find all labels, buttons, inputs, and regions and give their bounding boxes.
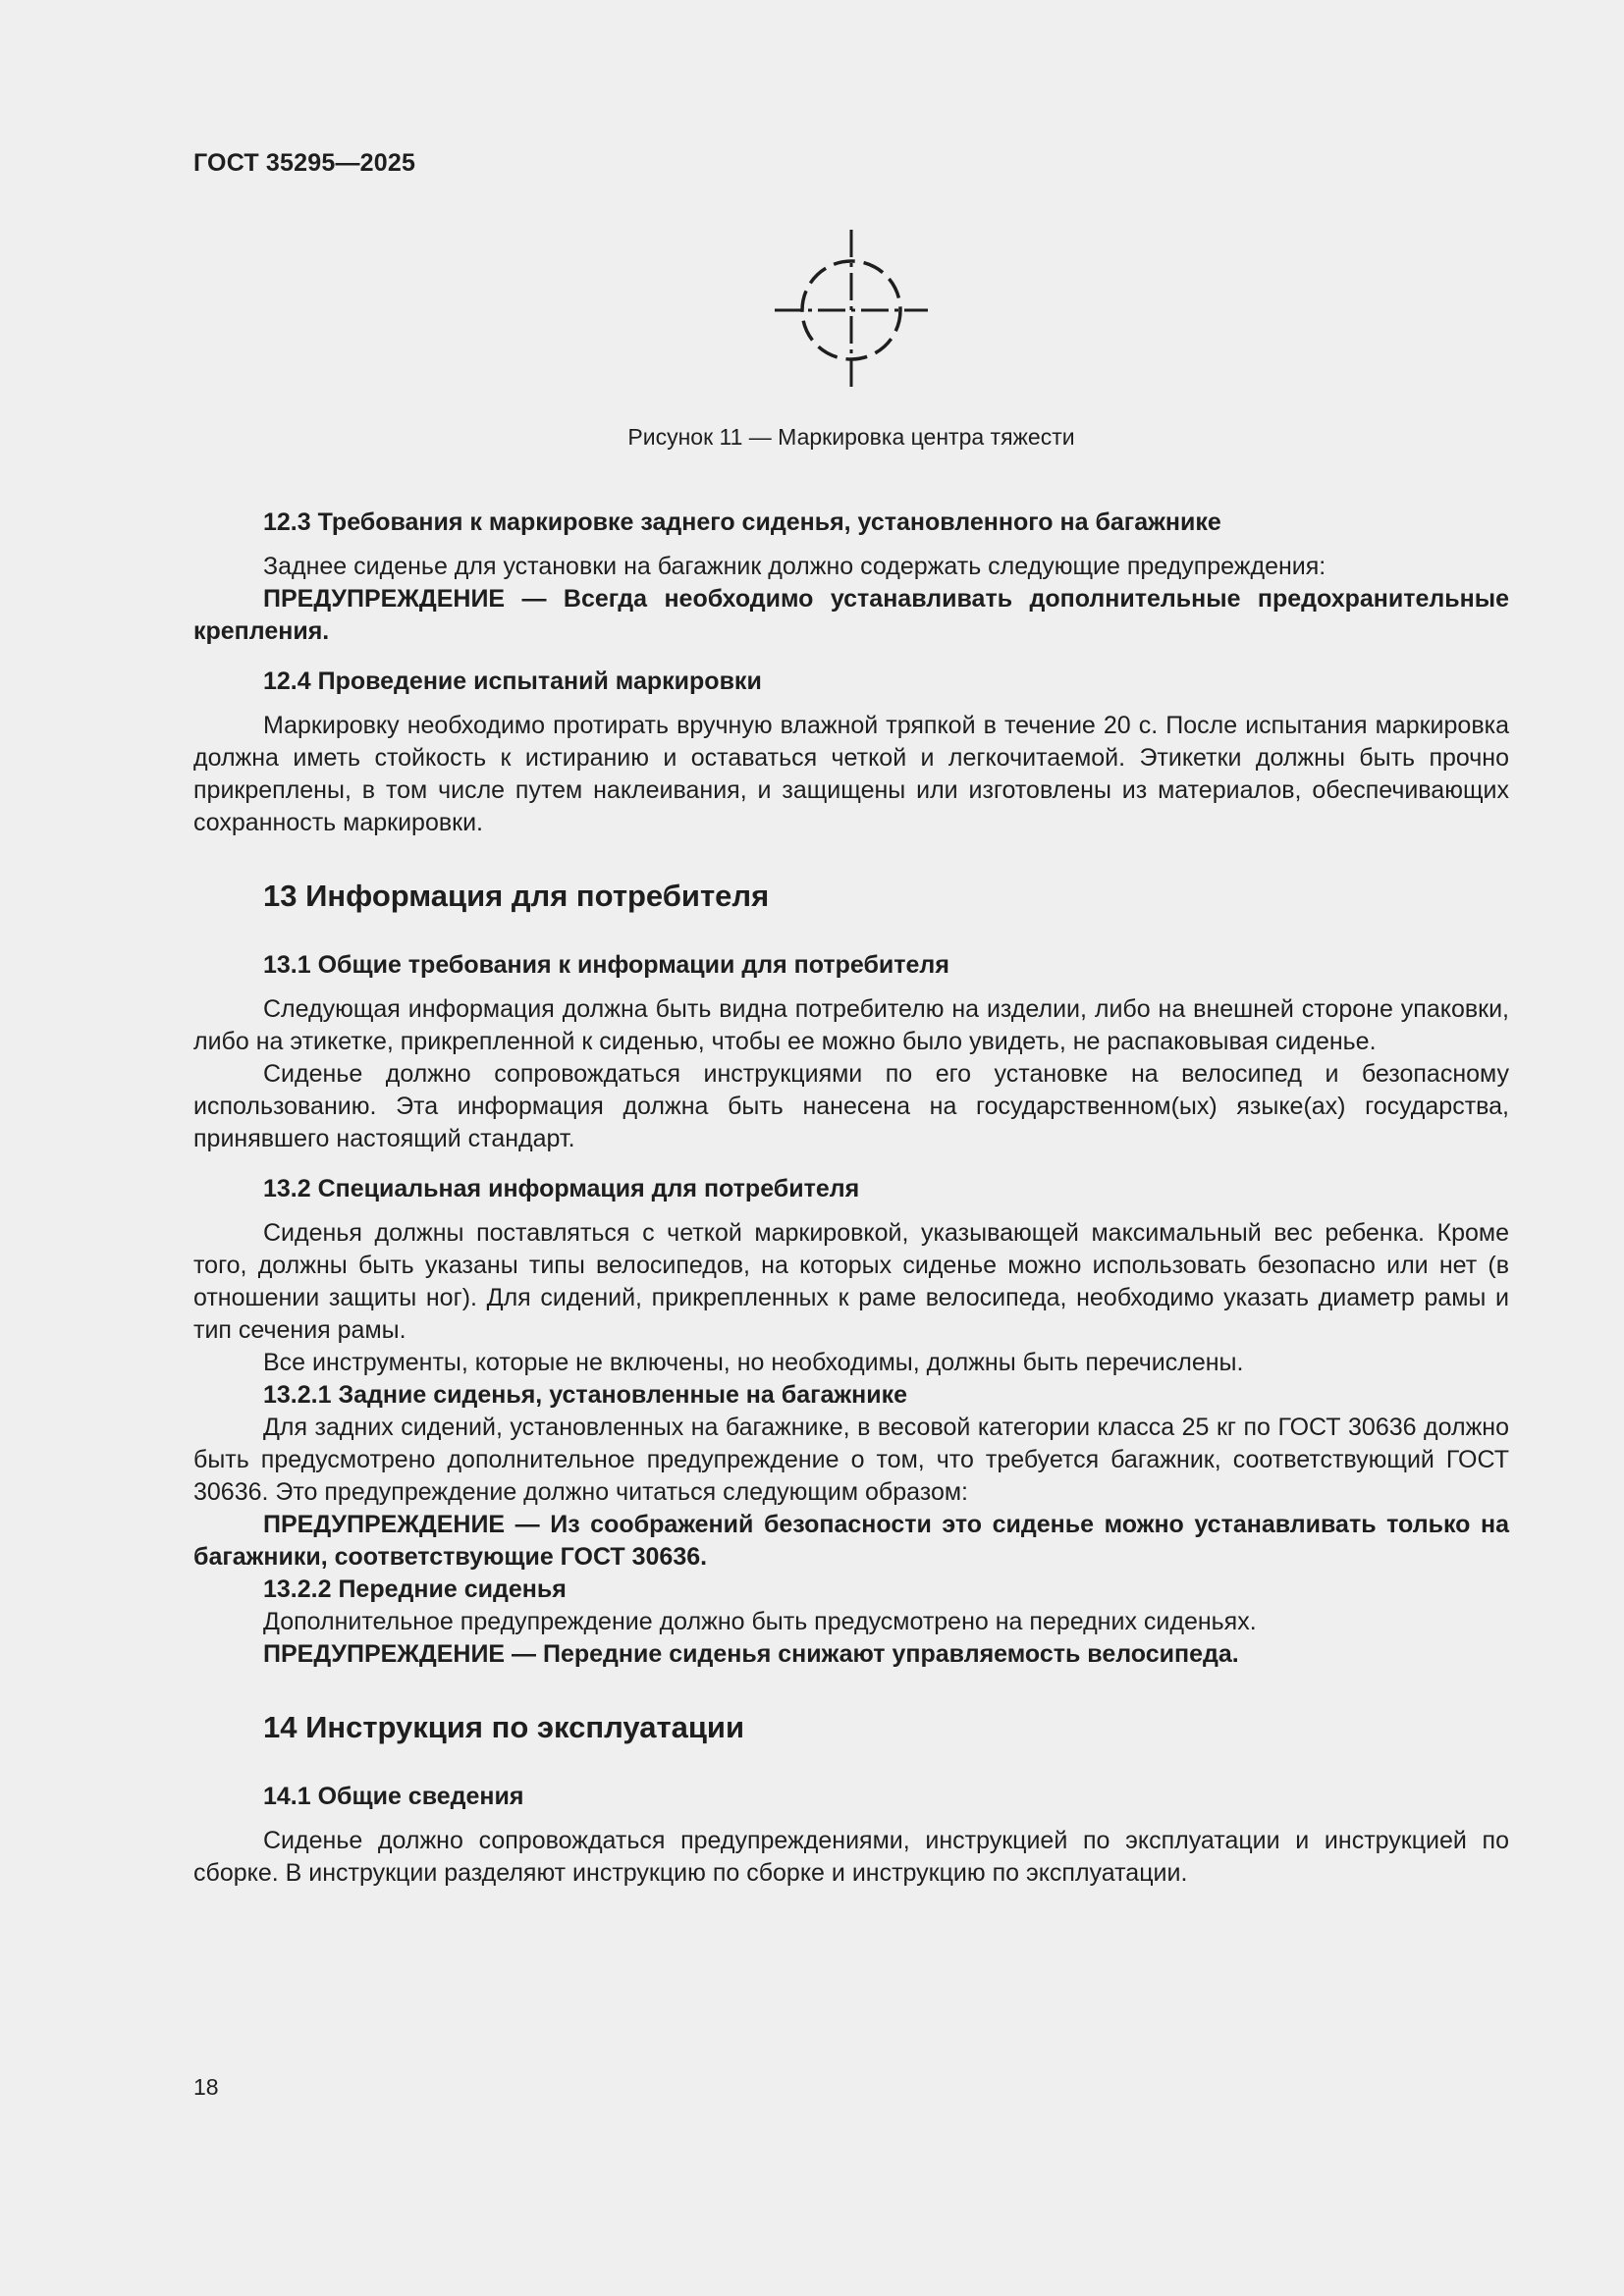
- section-13-1-paragraph-2: Сиденье должно сопровождаться инструкциями по его установке на велосипед и безопасному использованию. Эта информация должна быть нанесена на государственном(ых) языке(ах) государства, принявшего настоящий стандарт.: [193, 1060, 1509, 1152]
- section-12-3-warning: ПРЕДУПРЕЖДЕНИЕ — Всегда необходимо устанавливать дополнительные предохранительные крепления.: [193, 585, 1509, 645]
- page-number: 18: [193, 2074, 219, 2100]
- section-13-1-paragraph-1: Следующая информация должна быть видна потребителю на изделии, либо на внешней стороне упаковки, либо на этикетке, прикрепленной к сиденью, чтобы ее можно было увидеть, не распаковывая сиденье.: [193, 995, 1509, 1055]
- section-13-2-1-paragraph: Для задних сидений, установленных на багажнике, в весовой категории класса 25 кг по ГОСТ 30636 должно быть предусмотрено дополнительное предупреждение о том, что требуется багажник, соответствующий ГОСТ 30636. Это предупреждение должно читаться следующим образом:: [193, 1414, 1509, 1506]
- document-page: [193, 0, 1509, 2296]
- document-body: [193, 507, 1509, 1890]
- section-14-1-heading: 14.1 Общие сведения: [263, 1783, 524, 1810]
- section-13-2-1-warning: ПРЕДУПРЕЖДЕНИЕ — Из соображений безопасности это сиденье можно устанавливать только на багажники, соответствующие ГОСТ 30636.: [193, 1511, 1509, 1571]
- section-12-3-heading: 12.3 Требования к маркировке заднего сиденья, установленного на багажнике: [263, 508, 1221, 536]
- section-13-2-1-heading: 13.2.1 Задние сиденья, установленные на багажнике: [263, 1381, 908, 1409]
- section-13-2-heading: 13.2 Специальная информация для потребителя: [263, 1175, 860, 1202]
- document-identifier: ГОСТ 35295—2025: [193, 149, 416, 177]
- section-13-heading: 13 Информация для потребителя: [263, 879, 770, 913]
- section-13-1-heading: 13.1 Общие требования к информации для потребителя: [263, 951, 949, 979]
- section-13-2-2-paragraph: Дополнительное предупреждение должно быть предусмотрено на передних сиденьях.: [263, 1608, 1257, 1635]
- figure-caption: Рисунок 11 — Маркировка центра тяжести: [627, 424, 1075, 450]
- section-14-heading: 14 Инструкция по эксплуатации: [263, 1710, 745, 1744]
- section-14-1-paragraph: Сиденье должно сопровождаться предупреждениями, инструкцией по эксплуатации и инструкцией по сборке. В инструкции разделяют инструкцию по сборке и инструкцию по эксплуатации.: [193, 1827, 1509, 1887]
- section-12-4-heading: 12.4 Проведение испытаний маркировки: [263, 667, 762, 695]
- section-13-2-paragraph-2: Все инструменты, которые не включены, но необходимы, должны быть перечислены.: [263, 1349, 1244, 1376]
- section-13-2-2-warning: ПРЕДУПРЕЖДЕНИЕ — Передние сиденья снижают управляемость велосипеда.: [263, 1640, 1239, 1668]
- section-12-3-paragraph: Заднее сиденье для установки на багажник должно содержать следующие предупреждения:: [263, 553, 1326, 580]
- center-of-gravity-mark-icon: [773, 228, 930, 389]
- section-13-2-2-heading: 13.2.2 Передние сиденья: [263, 1575, 567, 1603]
- section-13-2-paragraph-1: Сиденья должны поставляться с четкой маркировкой, указывающей максимальный вес ребенка. Кроме того, должны быть указаны типы велосипедов, на которых сиденье можно использовать безопасно или нет (в отношении защиты ног). Для сидений, прикрепленных к раме велосипеда, необходимо указать диаметр рамы и тип сечения рамы.: [193, 1219, 1509, 1344]
- section-12-4-paragraph: Маркировку необходимо протирать вручную влажной тряпкой в течение 20 с. После испытания маркировка должна иметь стойкость к истиранию и оставаться четкой и легкочитаемой. Этикетки должны быть прочно прикреплены, в том числе путем наклеивания, и защищены или изготовлены из материалов, обеспечивающих сохранность маркировки.: [193, 712, 1509, 836]
